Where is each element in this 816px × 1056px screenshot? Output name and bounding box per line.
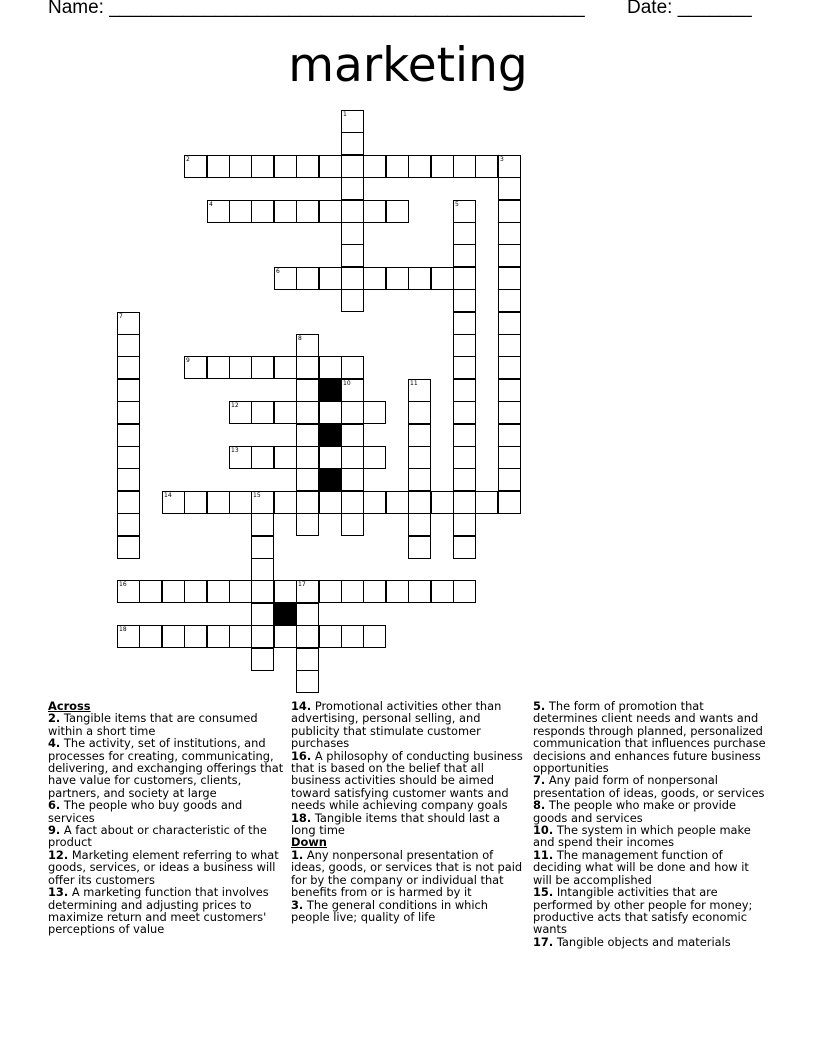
clue-number: 14 [164,492,172,499]
clue-number: 1 [343,111,347,118]
grid-cell[interactable] [207,491,230,514]
grid-cell[interactable] [498,401,521,424]
grid-cell[interactable] [408,424,431,447]
grid-cell[interactable] [251,536,274,559]
grid-cell[interactable] [453,334,476,357]
name-field[interactable]: Name: _____________________________________________ [48,0,585,18]
grid-cell[interactable] [341,424,364,447]
grid-cell[interactable] [475,491,498,514]
puzzle-title: marketing [288,38,528,93]
grid-cell[interactable] [453,513,476,536]
clue-number: 8 [298,335,302,342]
grid-cell[interactable] [117,625,140,648]
grid-cell[interactable] [117,401,140,424]
grid-cell[interactable] [296,491,319,514]
clue-number: 7 [119,313,123,320]
clue-number: 17 [298,581,306,588]
clues-column-3 [533,700,769,948]
grid-cell[interactable] [498,267,521,290]
grid-cell[interactable] [408,446,431,469]
grid-cell[interactable] [207,356,230,379]
grid-cell[interactable] [117,379,140,402]
across-clue-2: 2. Tangible items that are consumed within a short time [48,711,258,738]
down-clue-3: 3. The general conditions in which people live; quality of life [291,897,489,924]
grid-cell[interactable] [475,155,498,178]
clue-number: 9 [186,357,190,364]
grid-cell[interactable] [296,513,319,536]
grid-cell[interactable] [274,580,297,603]
grid-cell[interactable] [363,401,386,424]
grid-cell[interactable] [453,580,476,603]
grid-cell[interactable] [341,267,364,290]
grid-cell[interactable] [117,468,140,491]
grid-cell[interactable] [341,110,364,133]
across-clue-12: 12. Marketing element referring to what goods, services, or ideas a business will offer its customers [48,847,279,887]
grid-cell[interactable] [117,424,140,447]
black-cell [319,379,342,402]
grid-cell[interactable] [319,155,342,178]
grid-cell[interactable] [296,424,319,447]
grid-cell[interactable] [408,267,431,290]
down-clue-10: 10. The system in which people make and spend their incomes [533,823,751,850]
clues-column-1 [48,700,284,936]
grid-cell[interactable] [117,356,140,379]
clue-number: 10 [343,380,351,387]
grid-cell[interactable] [453,401,476,424]
grid-cell[interactable] [363,446,386,469]
grid-cell[interactable] [251,356,274,379]
grid-cell[interactable] [274,356,297,379]
grid-cell[interactable] [498,491,521,514]
grid-cell[interactable] [296,625,319,648]
grid-cell[interactable] [386,155,409,178]
grid-cell[interactable] [274,200,297,223]
grid-cell[interactable] [341,401,364,424]
grid-cell[interactable] [453,155,476,178]
grid-cell[interactable] [341,625,364,648]
grid-cell[interactable] [319,356,342,379]
date-field[interactable]: Date: _______ [627,0,752,18]
grid-cell[interactable] [184,356,207,379]
grid-cell[interactable] [117,536,140,559]
grid-cell[interactable] [139,580,162,603]
grid-cell[interactable] [251,200,274,223]
grid-cell[interactable] [296,401,319,424]
across-clue-4: 4. The activity, set of institutions, and processes for creating, communicating, delivering, and exchanging offerings that have value for customers, clients, partners, and society at large [48,736,284,800]
grid-cell[interactable] [319,401,342,424]
grid-cell[interactable] [341,177,364,200]
down-clue-8: 8. The people who make or provide goods and services [533,798,736,825]
grid-cell[interactable] [453,356,476,379]
grid-cell[interactable] [229,491,252,514]
grid-cell[interactable] [296,603,319,626]
grid-cell[interactable] [296,200,319,223]
grid-cell[interactable] [431,580,454,603]
grid-cell[interactable] [207,200,230,223]
grid-cell[interactable] [274,401,297,424]
grid-cell[interactable] [184,491,207,514]
grid-cell[interactable] [207,580,230,603]
grid-cell[interactable] [453,267,476,290]
grid-cell[interactable] [453,244,476,267]
grid-cell[interactable] [251,558,274,581]
grid-cell[interactable] [251,625,274,648]
grid-cell[interactable] [229,625,252,648]
grid-cell[interactable] [251,401,274,424]
grid-cell[interactable] [296,580,319,603]
down-clue-17: 17. Tangible objects and materials [533,934,731,949]
black-cell [274,603,297,626]
grid-cell[interactable] [498,379,521,402]
grid-cell[interactable] [341,244,364,267]
grid-cell[interactable] [229,401,252,424]
grid-cell[interactable] [319,267,342,290]
grid-cell[interactable] [453,424,476,447]
grid-cell[interactable] [453,289,476,312]
down-clue-7: 7. Any paid form of nonpersonal presentation of ideas, goods, or services [533,773,765,800]
grid-cell[interactable] [207,155,230,178]
grid-cell[interactable] [319,625,342,648]
grid-cell[interactable] [498,200,521,223]
grid-cell[interactable] [296,267,319,290]
grid-cell[interactable] [341,491,364,514]
grid-cell[interactable] [274,267,297,290]
grid-cell[interactable] [296,446,319,469]
across-clue-18: 18. Tangible items that should last a long time [291,810,501,838]
clue-number: 11 [410,380,418,387]
grid-cell[interactable] [229,356,252,379]
grid-cell[interactable] [251,648,274,671]
grid-cell[interactable] [498,356,521,379]
grid-cell[interactable] [296,356,319,379]
grid-cell[interactable] [251,155,274,178]
grid-cell[interactable] [341,379,364,402]
grid-cell[interactable] [453,446,476,469]
grid-cell[interactable] [184,580,207,603]
grid-cell[interactable] [184,625,207,648]
grid-cell[interactable] [296,670,319,693]
grid-cell[interactable] [453,200,476,223]
grid-cell[interactable] [363,625,386,648]
grid-cell[interactable] [408,580,431,603]
clue-number: 6 [276,268,280,275]
grid-cell[interactable] [229,155,252,178]
grid-cell[interactable] [408,379,431,402]
grid-cell[interactable] [363,580,386,603]
grid-cell[interactable] [408,513,431,536]
grid-cell[interactable] [319,491,342,514]
clue-number: 13 [231,447,239,454]
grid-cell[interactable] [498,155,521,178]
grid-cell[interactable] [296,334,319,357]
down-heading: Down [291,835,327,850]
grid-cell[interactable] [386,580,409,603]
grid-cell[interactable] [363,491,386,514]
grid-cell[interactable] [453,379,476,402]
grid-cell[interactable] [319,446,342,469]
grid-cell[interactable] [408,401,431,424]
clue-number: 12 [231,402,239,409]
grid-cell[interactable] [386,200,409,223]
clue-number: 16 [119,581,127,588]
grid-cell[interactable] [431,155,454,178]
grid-cell[interactable] [117,580,140,603]
grid-cell[interactable] [207,625,230,648]
grid-cell[interactable] [251,491,274,514]
black-cell [319,424,342,447]
grid-cell[interactable] [117,446,140,469]
grid-cell[interactable] [296,468,319,491]
grid-cell[interactable] [296,155,319,178]
grid-cell[interactable] [498,312,521,335]
grid-cell[interactable] [251,603,274,626]
grid-cell[interactable] [229,580,252,603]
grid-cell[interactable] [184,155,207,178]
across-clue-14: 14. Promotional activities other than advertising, personal selling, and publicity that stimulate customer purchases [291,699,502,751]
grid-cell[interactable] [498,468,521,491]
grid-cell[interactable] [162,580,185,603]
clue-number: 15 [253,492,261,499]
grid-cell[interactable] [341,289,364,312]
grid-cell[interactable] [386,267,409,290]
grid-cell[interactable] [162,625,185,648]
grid-cell[interactable] [117,491,140,514]
grid-cell[interactable] [274,446,297,469]
grid-cell[interactable] [319,200,342,223]
grid-cell[interactable] [341,155,364,178]
grid-cell[interactable] [453,312,476,335]
black-cell [319,468,342,491]
grid-cell[interactable] [453,491,476,514]
down-clue-5: 5. The form of promotion that determines client needs and wants and responds through planned, personalized communication that influences purchase decisions and enhances future business opportunities [533,699,766,776]
grid-cell[interactable] [274,491,297,514]
grid-cell[interactable] [498,222,521,245]
grid-cell[interactable] [453,536,476,559]
grid-cell[interactable] [498,289,521,312]
grid-cell[interactable] [341,200,364,223]
clues-column-2 [291,700,525,923]
grid-cell[interactable] [139,625,162,648]
grid-cell[interactable] [341,468,364,491]
grid-cell[interactable] [431,491,454,514]
grid-cell[interactable] [431,267,454,290]
grid-cell[interactable] [363,267,386,290]
grid-cell[interactable] [274,625,297,648]
grid-cell[interactable] [251,513,274,536]
grid-cell[interactable] [408,155,431,178]
grid-cell[interactable] [498,446,521,469]
grid-cell[interactable] [363,200,386,223]
grid-cell[interactable] [408,491,431,514]
grid-cell[interactable] [453,468,476,491]
grid-cell[interactable] [341,580,364,603]
grid-cell[interactable] [341,356,364,379]
grid-cell[interactable] [251,580,274,603]
down-clue-1: 1. Any nonpersonal presentation of ideas, goods, or services that is not paid for by the company or individual that benefits from or is harmed by it [291,847,523,900]
grid-cell[interactable] [296,648,319,671]
grid-cell[interactable] [498,177,521,200]
down-clue-11: 11. The management function of deciding what will be done and how it will be accomplished [533,847,749,887]
grid-cell[interactable] [498,244,521,267]
grid-cell[interactable] [229,446,252,469]
grid-cell[interactable] [386,491,409,514]
grid-cell[interactable] [117,334,140,357]
grid-cell[interactable] [453,222,476,245]
clue-number: 5 [455,201,459,208]
across-clue-13: 13. A marketing function that involves determining and adjusting prices to maximize return and meet customers' perceptions of value [48,885,269,937]
grid-cell[interactable] [498,334,521,357]
grid-cell[interactable] [319,580,342,603]
grid-cell[interactable] [117,513,140,536]
grid-cell[interactable] [229,200,252,223]
across-clue-6: 6. The people who buy goods and services [48,798,243,825]
grid-cell[interactable] [274,155,297,178]
clue-number: 3 [500,156,504,163]
grid-cell[interactable] [341,446,364,469]
grid-cell[interactable] [408,536,431,559]
grid-cell[interactable] [117,312,140,335]
grid-cell[interactable] [341,222,364,245]
grid-cell[interactable] [162,491,185,514]
across-clue-9: 9. A fact about or characteristic of the product [48,823,267,850]
clue-number: 2 [186,156,190,163]
across-clue-16: 16. A philosophy of conducting business that is based on the belief that all business activities should be aimed toward satisfying customer wants and needs while achieving company goals [291,748,523,813]
clue-number: 18 [119,626,127,633]
clue-number: 4 [209,201,213,208]
grid-cell[interactable] [341,513,364,536]
grid-cell[interactable] [296,379,319,402]
grid-cell[interactable] [408,468,431,491]
grid-cell[interactable] [341,132,364,155]
grid-cell[interactable] [363,155,386,178]
grid-cell[interactable] [498,424,521,447]
down-clue-15: 15. Intangible activities that are performed by other people for money; productive acts that satisfy economic wants [533,885,753,937]
across-heading: Across [48,699,91,713]
grid-cell[interactable] [251,446,274,469]
